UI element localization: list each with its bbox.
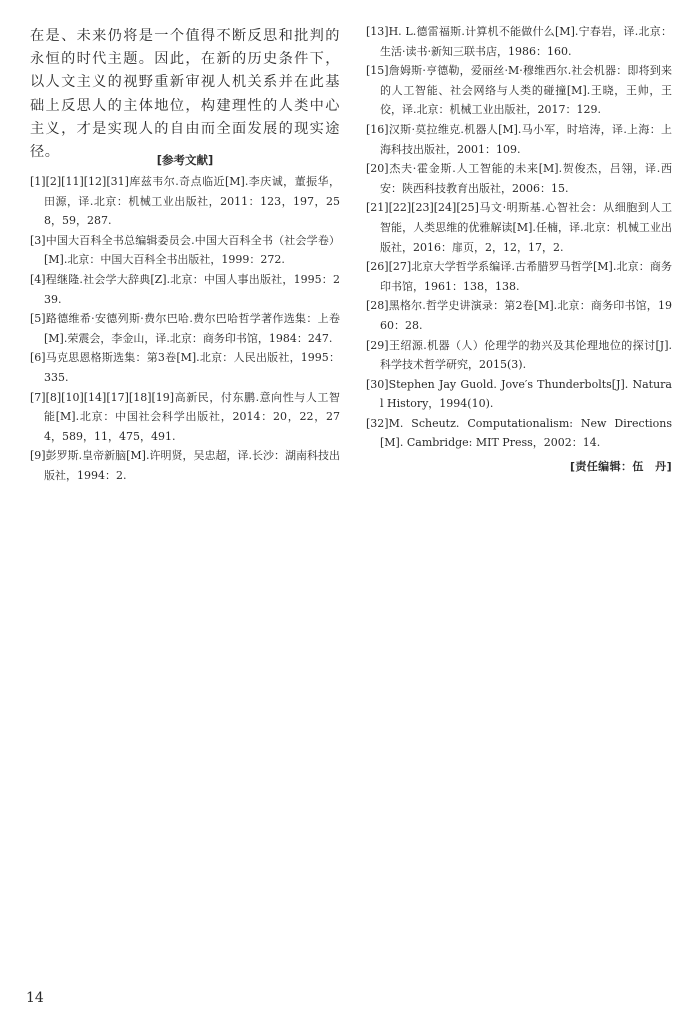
reference-item: [21][22][23][24][25]马文·明斯基.心智社会：从细胞到人工智能，人类思维的优雅解读[M].任楠，译.北京：机械工业出版社，2016：扉页，2，12，17，2. <box>366 201 672 254</box>
reference-item: [26][27]北京大学哲学系编译.古希腊罗马哲学[M].北京：商务印书馆，1961：138，138. <box>366 260 672 293</box>
references-title: [参考文献] <box>156 153 214 167</box>
reference-item: [9]彭罗斯.皇帝新脑[M].许明贤，吴忠超，译.长沙：湖南科技出版社，1994：2. <box>30 449 340 482</box>
responsible-editor: [责任编辑：伍 丹] <box>569 460 672 473</box>
body-paragraph: 在是、未来仍将是一个值得不断反思和批判的永恒的时代主题。因此，在新的历史条件下，以人文主义的视野重新审视人机关系并在此基础上反思人的主体地位，构建理性的人类中心主义，才是实现人的自由而全面发展的现实途径。 <box>30 28 340 161</box>
reference-item: [1][2][11][12][31]库兹韦尔.奇点临近[M].李庆诚，董振华，田源，译.北京：机械工业出版社，2011：123，197，258，59，287. <box>30 175 340 228</box>
reference-item: [6]马克思恩格斯选集：第3卷[M].北京：人民出版社，1995：335. <box>30 351 340 384</box>
page-number: 14 <box>26 990 44 1006</box>
references-list-left <box>30 172 340 486</box>
reference-item: [30]Stephen Jay Guold. Jove′s Thunderbolts[J]. Natural History，1994(10). <box>366 377 672 411</box>
reference-item: [20]杰夫·霍金斯.人工智能的未来[M].贺俊杰，吕翎，译.西安：陕西科技教育出版社，2006：15. <box>366 162 672 195</box>
references-list-right <box>366 22 672 453</box>
reference-item: [15]詹姆斯·亨德勒，爱丽丝·M·穆维西尔.社会机器：即将到来的人工智能、社会网络与人类的碰撞[M].王晓，王帅，王佼，译.北京：机械工业出版社，2017：129. <box>366 64 672 117</box>
reference-item: [29]王绍源.机器（人）伦理学的勃兴及其伦理地位的探讨[J].科学技术哲学研究，2015(3). <box>366 338 672 372</box>
reference-item: [16]汉斯·莫拉维克.机器人[M].马小军，时培涛，译.上海：上海科技出版社，2001：109. <box>366 122 672 156</box>
reference-item: [13]H. L.德雷福斯.计算机不能做什么[M].宁春岩，译.北京：生活·读书·新知三联书店，1986：160. <box>366 25 672 58</box>
reference-item: [3]中国大百科全书总编辑委员会.中国大百科全书（社会学卷）[M].北京：中国大百科全书出版社，1999：272. <box>30 233 340 267</box>
reference-item: [7][8][10][14][17][18][19]高新民，付东鹏.意向性与人工智能[M].北京：中国社会科学出版社，2014：20，22，274，589，11，475，491. <box>30 390 340 443</box>
reference-item: [28]黑格尔.哲学史讲演录：第2卷[M].北京：商务印书馆，1960：28. <box>366 299 672 332</box>
reference-item: [32]M. Scheutz. Computationalism: New Directions[M]. Cambridge: MIT Press，2002：14. <box>366 416 672 450</box>
reference-item: [5]路德维希·安德列斯·费尔巴哈.费尔巴哈哲学著作选集：上卷[M].荣震会，李金山，译.北京：商务印书馆，1984：247. <box>30 312 340 345</box>
reference-item: [4]程继隆.社会学大辞典[Z].北京：中国人事出版社，1995：239. <box>30 272 340 306</box>
